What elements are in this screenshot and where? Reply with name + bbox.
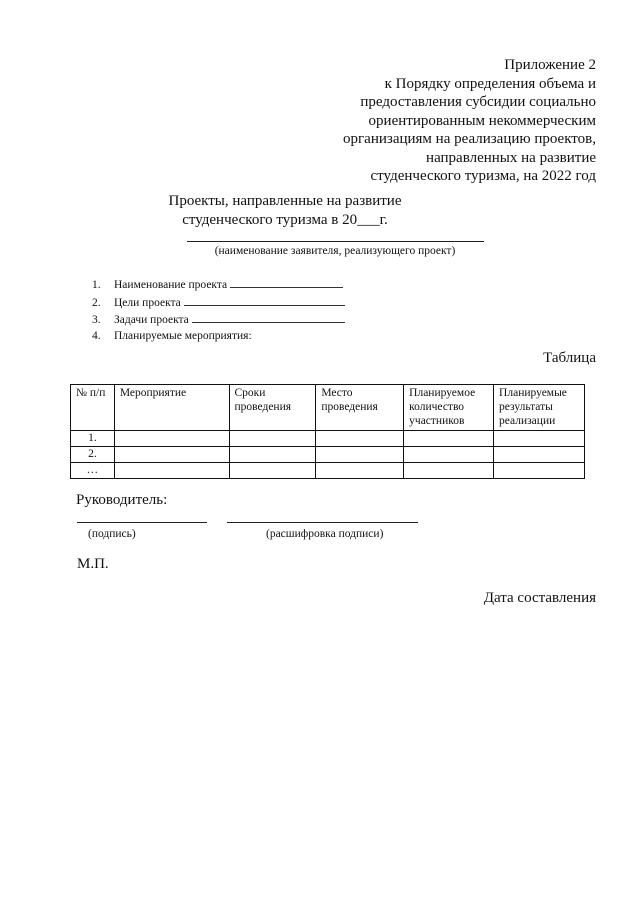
table-cell: [229, 431, 316, 447]
list-item: [92, 294, 345, 312]
appendix-line: к Порядку определения объема и: [384, 75, 596, 92]
table-cell: [114, 431, 229, 447]
stamp-label: М.П.: [77, 556, 109, 572]
appendix-line: направленных на развитие: [426, 149, 596, 166]
item-label: Планируемые мероприятия:: [114, 329, 252, 342]
item-number: 1.: [92, 279, 101, 291]
table-cell: 2.: [71, 447, 115, 463]
document-title: [150, 192, 420, 230]
appendix-line: Приложение 2: [504, 57, 596, 73]
table-cell: 1.: [71, 431, 115, 447]
item-number: 4.: [92, 329, 101, 342]
date-label: Дата составления: [483, 590, 596, 606]
item-label: Задачи проекта: [114, 314, 189, 326]
fill-line: [184, 294, 345, 306]
table-cell: [316, 447, 404, 463]
table-row: [71, 463, 585, 479]
appendix-line: ориентированным некоммерческим: [368, 112, 596, 129]
item-label: Цели проекта: [114, 296, 181, 309]
table-cell: [494, 447, 585, 463]
table-cell: [494, 431, 585, 447]
table-cell: [494, 463, 585, 479]
column-header-results: Планируемые результаты реализации: [494, 385, 585, 431]
signature-caption: (подпись): [88, 528, 136, 540]
column-header-location: Место проведения: [316, 385, 404, 431]
table-cell: [114, 447, 229, 463]
decoding-caption: (расшифровка подписи): [266, 528, 384, 540]
column-header-number: № п/п: [71, 385, 115, 431]
list-item: [92, 311, 345, 329]
table-cell: …: [71, 463, 115, 479]
table-cell: [114, 463, 229, 479]
signature-line: [77, 522, 207, 523]
fill-line: [230, 276, 343, 288]
projects-table: [70, 384, 585, 479]
list-item: [92, 329, 345, 345]
item-label: Наименование проекта: [114, 279, 228, 291]
fill-line: [192, 311, 345, 323]
table-cell: [404, 463, 494, 479]
table-cell: [404, 447, 494, 463]
item-number: 2.: [92, 296, 101, 309]
table-cell: [229, 447, 316, 463]
table-cell: [404, 431, 494, 447]
appendix-line: предоставления субсидии социально: [360, 94, 596, 110]
column-header-event: Мероприятие: [114, 385, 229, 431]
table-cell: [316, 463, 404, 479]
head-label: Руководитель:: [76, 492, 168, 508]
column-header-participants: Планируемое количество участников: [404, 385, 494, 431]
table-cell: [316, 431, 404, 447]
applicant-underline: [187, 241, 484, 242]
decoding-line: [227, 522, 418, 523]
table-row: [71, 447, 585, 463]
list-item: [92, 276, 345, 294]
table-label: Таблица: [543, 350, 596, 366]
column-header-dates: Сроки проведения: [229, 385, 316, 431]
project-items-list: [92, 276, 345, 344]
item-number: 3.: [92, 314, 101, 326]
title-line-1: Проекты, направленные на развитие: [168, 193, 402, 209]
appendix-line: студенческого туризма, на 2022 год: [370, 168, 596, 184]
table-row: [71, 431, 585, 447]
title-line-2: студенческого туризма в 20___г.: [182, 212, 388, 228]
appendix-line: организациям на реализацию проектов,: [343, 131, 596, 147]
table-header-row: [71, 385, 585, 431]
table-cell: [229, 463, 316, 479]
applicant-caption: (наименование заявителя, реализующего проект): [214, 245, 456, 257]
appendix-block: [296, 56, 596, 186]
